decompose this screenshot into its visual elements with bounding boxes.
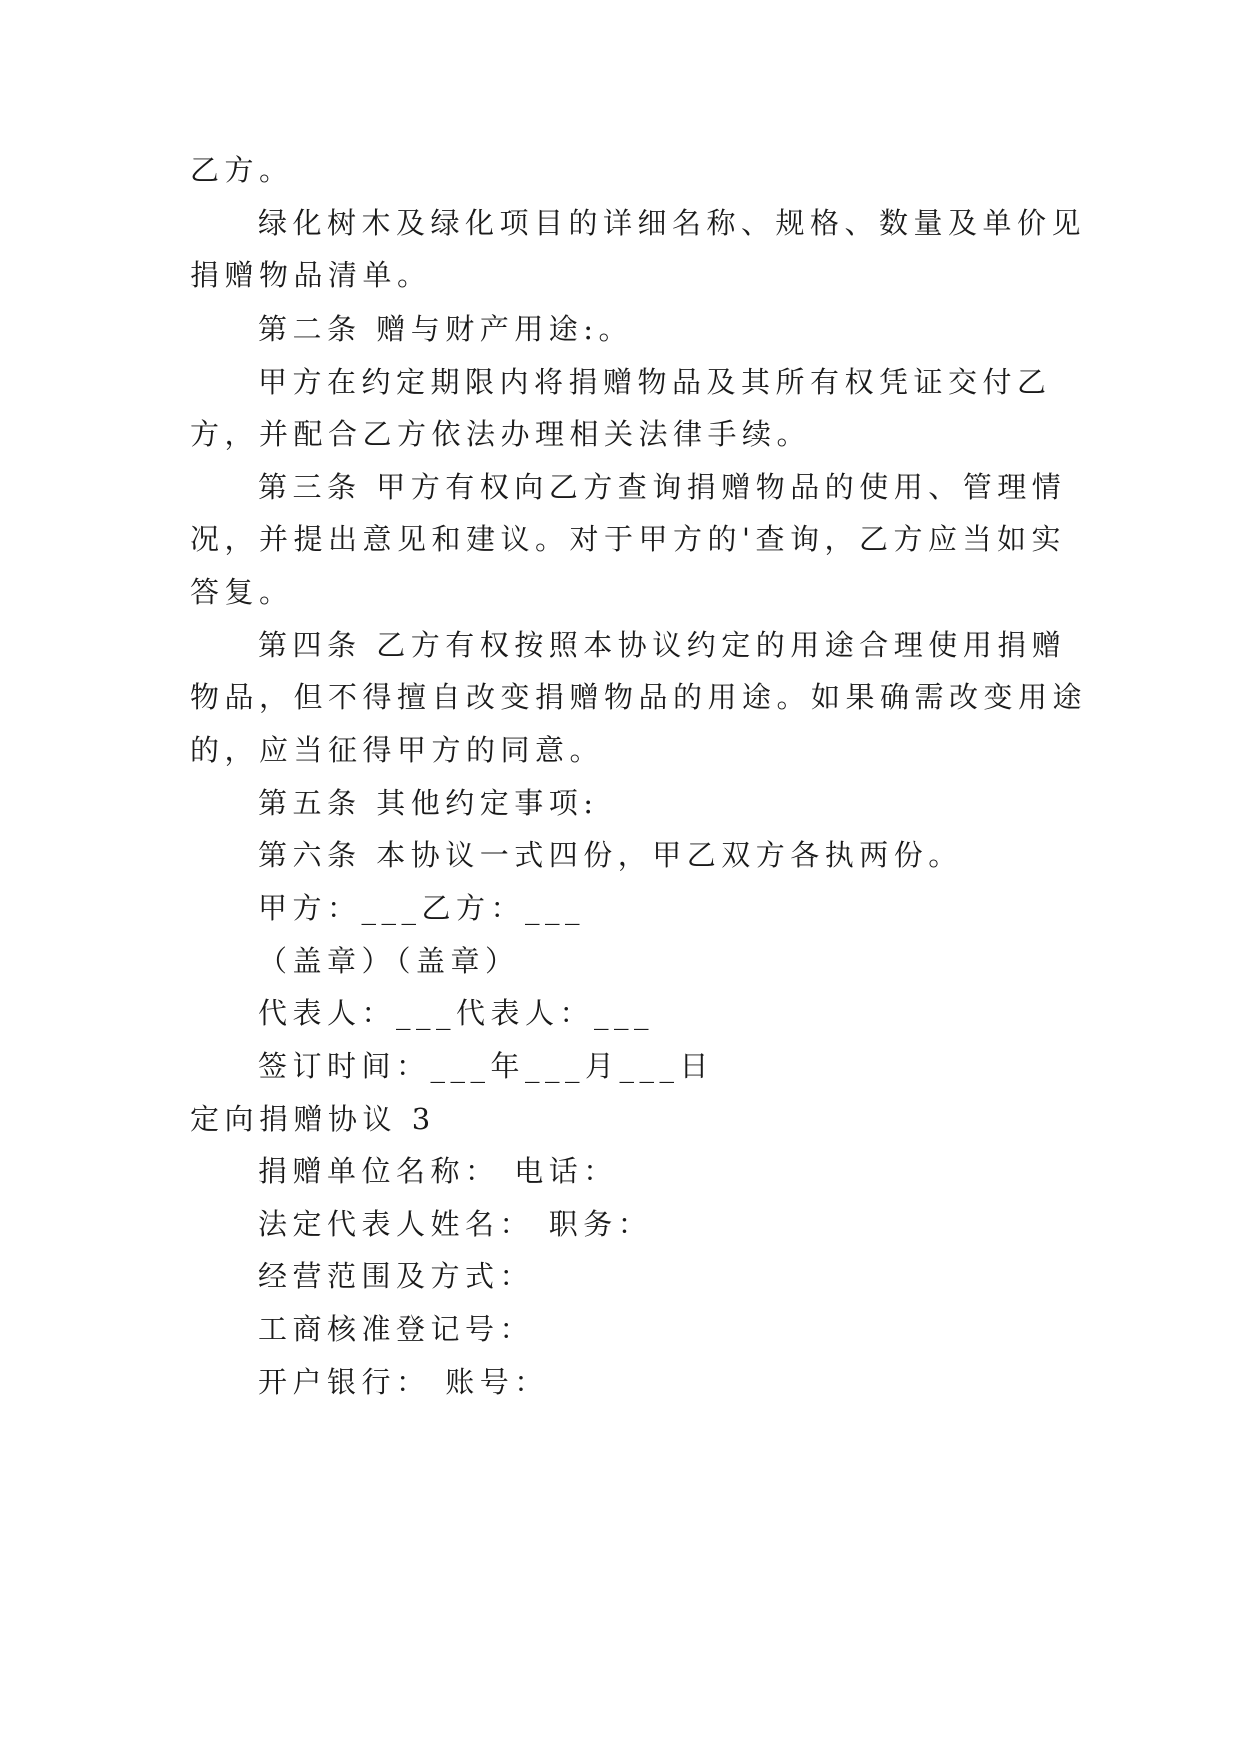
text-line: 的，应当征得甲方的同意。: [190, 733, 605, 767]
section-heading: 第六条 本协议一式四份，甲乙双方各执两份。: [258, 838, 963, 872]
document-title: 定向捐赠协议 3: [190, 1102, 436, 1136]
form-field-line: 经营范围及方式：: [258, 1259, 535, 1293]
text-line: 乙方。: [190, 153, 294, 187]
text-line: 答复。: [190, 575, 294, 609]
section-heading: 第二条 赠与财产用途:。: [258, 312, 633, 346]
section-heading: 第五条 其他约定事项:: [258, 786, 599, 820]
text-line: 绿化树木及绿化项目的详细名称、规格、数量及单价见: [258, 206, 1087, 240]
representative-line: 代表人：___代表人：___: [258, 996, 655, 1030]
form-field-line: 捐赠单位名称： 电话：: [258, 1154, 618, 1188]
signature-party-line: 甲方：___乙方：___: [258, 891, 586, 925]
text-line: 物品，但不得擅自改变捐赠物品的用途。如果确需改变用途: [190, 680, 1088, 714]
seal-line: （盖章）（盖章）: [258, 944, 520, 978]
text-line: 方，并配合乙方依法办理相关法律手续。: [190, 417, 812, 451]
form-field-line: 工商核准登记号：: [258, 1312, 535, 1346]
form-field-line: 开户银行： 账号：: [258, 1365, 549, 1399]
text-line: 捐赠物品清单。: [190, 258, 432, 292]
form-field-line: 法定代表人姓名： 职务：: [258, 1207, 653, 1241]
text-line: 况，并提出意见和建议。对于甲方的'查询，乙方应当如实: [190, 522, 1066, 556]
section-heading: 第三条 甲方有权向乙方查询捐赠物品的使用、管理情: [258, 470, 1067, 504]
section-heading: 第四条 乙方有权按照本协议约定的用途合理使用捐赠: [258, 628, 1067, 662]
signing-date-line: 签订时间：___年___月___日: [258, 1049, 715, 1083]
text-line: 甲方在约定期限内将捐赠物品及其所有权凭证交付乙: [258, 365, 1052, 399]
